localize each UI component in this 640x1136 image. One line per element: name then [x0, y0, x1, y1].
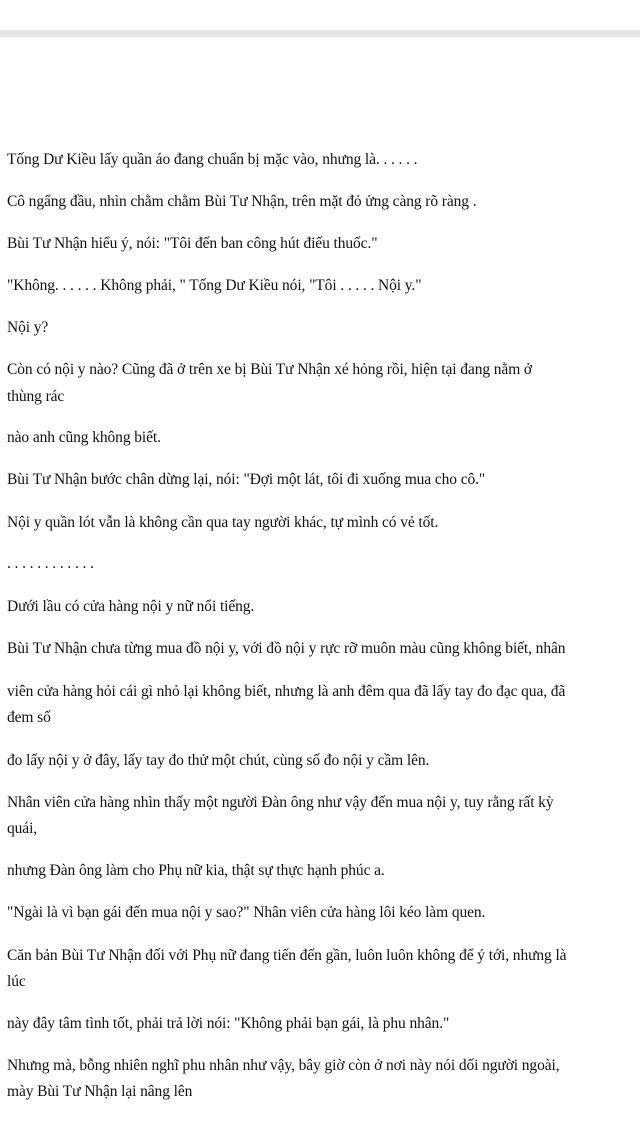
text-line: đem số — [7, 709, 51, 726]
text-line: Nhân viên cửa hàng nhìn thấy một người Đàn ông như vậy đến mua nội y, tuy rằng rất kỳ — [7, 794, 554, 811]
text-line: Còn có nội y nào? Cũng đã ở trên xe bị Bùi Tư Nhận xé hỏng rồi, hiện tại đang nằm ở — [7, 361, 533, 378]
text-line: . . . . . . . . . . . . — [7, 555, 94, 572]
text-line: Bùi Tư Nhận chưa từng mua đồ nội y, với đồ nội y rực rỡ muôn màu cũng không biết, nhân — [7, 640, 566, 657]
text-line: Tống Dư Kiều lấy quần áo đang chuẩn bị mặc vào, nhưng là. . . . . . — [7, 151, 418, 168]
text-line: Nội y? — [7, 319, 49, 336]
text-line: thùng rác — [7, 388, 65, 405]
text-line: "Ngài là vì bạn gái đến mua nội y sao?" Nhân viên cửa hàng lôi kéo làm quen. — [7, 904, 486, 921]
text-line: Dưới lầu có cửa hàng nội y nữ nổi tiếng. — [7, 598, 255, 615]
text-line: Nội y quần lót vẫn là không cần qua tay người khác, tự mình có vẻ tốt. — [7, 514, 439, 531]
text-line: đo lấy nội y ở đây, lấy tay đo thử một chút, cùng số đo nội y cầm lên. — [7, 752, 430, 769]
text-line: lúc — [7, 973, 26, 990]
text-line: mày Bùi Tư Nhận lại nâng lên — [7, 1083, 193, 1100]
text-line: Cô ngẩng đầu, nhìn chằm chằm Bùi Tư Nhận, trên mặt đỏ ửng càng rõ ràng . — [7, 193, 477, 210]
text-line: này đây tâm tình tốt, phải trả lời nói: "Không phải bạn gái, là phu nhân." — [7, 1015, 450, 1032]
text-line: viên cửa hàng hỏi cái gì nhỏ lại không biết, nhưng là anh đêm qua đã lấy tay đo đạc qua, đã — [7, 683, 566, 700]
text-line: Nhưng mà, bỗng nhiên nghĩ phu nhân như vậy, bây giờ còn ở nơi này nói dối người ngoài, — [7, 1057, 560, 1074]
text-line: Bùi Tư Nhận hiểu ý, nói: "Tôi đến ban công hút điếu thuốc." — [7, 235, 378, 252]
text-line: quái, — [7, 820, 38, 837]
text-line: Bùi Tư Nhận bước chân dừng lại, nói: "Đợi một lát, tôi đi xuống mua cho cô." — [7, 471, 486, 488]
text-line: nhưng Đàn ông làm cho Phụ nữ kia, thật sự thực hạnh phúc a. — [7, 862, 385, 879]
text-line: Căn bản Bùi Tư Nhận đối với Phụ nữ đang tiến đến gần, luôn luôn không để ý tới, nhưng là — [7, 947, 567, 964]
text-line: nào anh cũng không biết. — [7, 429, 161, 446]
text-line: "Không. . . . . . Không phải, " Tống Dư Kiều nói, "Tôi . . . . . Nội y." — [7, 277, 422, 294]
